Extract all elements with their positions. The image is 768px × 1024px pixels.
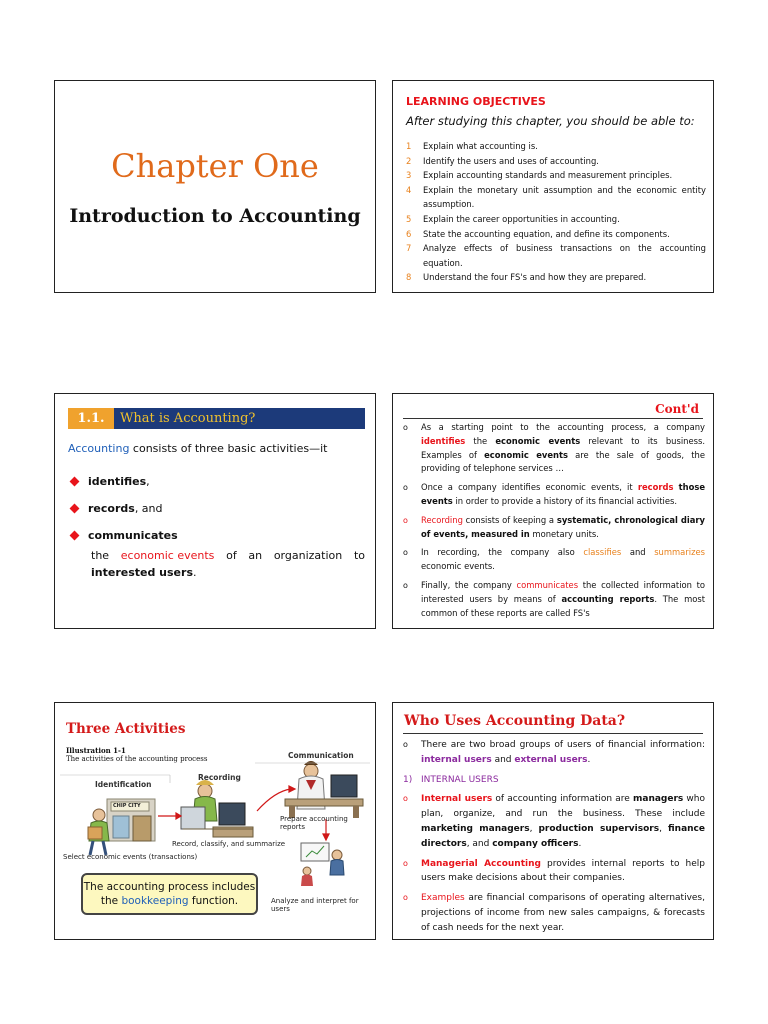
list-item: identifies , (68, 468, 178, 495)
section-number: 1.1. (68, 408, 114, 429)
subheading-internal-users: 1) INTERNAL USERS (403, 774, 499, 785)
slide-title: Three Activities (66, 721, 186, 737)
slide-who-uses-data (392, 702, 714, 940)
list-item: records , and (68, 495, 178, 522)
select-events-label: Select economic events (transactions) (63, 853, 198, 861)
slide-chapter-title (54, 80, 376, 293)
accounting-definition: Accounting consists of three basic activities—it (68, 442, 328, 455)
person-with-box-icon (88, 809, 109, 855)
diamond-bullet-icon (70, 504, 80, 514)
chapter-title: Chapter One (111, 147, 319, 185)
slide-three-activities (54, 702, 376, 940)
activities-object-text: the economic events of an organization to interested users. (91, 549, 365, 579)
list-item: o Once a company identifies economic events, it records those events in order to provide a history of its financial activities. (403, 482, 705, 506)
contd-label: Cont'd (655, 402, 699, 416)
section-title: What is Accounting? (120, 411, 256, 426)
slide-title: Who Uses Accounting Data? (404, 713, 626, 729)
divider (403, 733, 703, 734)
list-item: o Finally, the company communicates the collected information to interested users by means of accounting reports. The most common of these reports are called FS's (403, 579, 706, 618)
person-at-computer-icon (181, 780, 253, 837)
objectives-list (406, 139, 706, 285)
objectives-intro: After studying this chapter, you should be able to: (406, 114, 695, 128)
divider (403, 418, 703, 419)
list-item: o Internal users of accounting information are managers who plan, organize, and run the business. These include marketing managers, production supervisors, finance directors, and company officers. (403, 794, 706, 849)
list-item: o Recording consists of keeping a systematic, chronological diary of events, measured in monetary units. (403, 514, 705, 539)
objective-item: 3 Explain accounting standards and measurement principles. (406, 170, 673, 181)
section-title-bar (68, 408, 365, 429)
record-classify-label: Record, classify, and summarize (172, 840, 286, 848)
objective-item: 8 Understand the four FS's and how they are prepared. (406, 272, 647, 283)
list-item: o Examples are financial comparisons of operating alternatives, projections of income from new sales campaigns, & forecasts of cash needs for the next year. (403, 893, 705, 933)
communication-label: Communication (288, 751, 354, 760)
slide-contd-process (392, 393, 714, 629)
prepare-reports-label: Prepare accounting reports (280, 815, 348, 831)
objective-item: 1 Explain what accounting is. (406, 141, 538, 151)
slide-learning-objectives (392, 80, 714, 293)
list-item: o In recording, the company also classifies and summarizes economic events. (403, 547, 705, 572)
objective-item: 4 Explain the monetary unit assumption and the economic entity assumption. (406, 184, 706, 210)
illustration-caption: Illustration 1-1 The activities of the accounting process (66, 746, 208, 763)
analyze-label: Analyze and interpret for users (271, 897, 359, 913)
slide-what-is-accounting (54, 393, 376, 629)
objective-item: 2 Identify the users and uses of accounting. (406, 155, 599, 166)
list-item: communicates (68, 522, 178, 549)
presentation-icon (301, 843, 344, 886)
objectives-heading: LEARNING OBJECTIVES (406, 95, 546, 108)
objective-item: 7 Analyze effects of business transactions on the accounting equation. (406, 243, 706, 268)
list-item: o There are two broad groups of users of financial information: internal users and external users. (403, 740, 705, 765)
bookkeeping-callout: The accounting process includes the bookkeeping function. (81, 873, 258, 915)
identification-label: Identification (95, 780, 152, 789)
list-item: o Managerial Accounting provides internal reports to help users make decisions about their companies. (403, 858, 705, 884)
list-item: o As a starting point to the accounting process, a company identifies the economic events relevant to its business. Examples of economic events are the sale of goods, the providing of telephone services … (403, 422, 705, 474)
process-list (403, 421, 705, 625)
person-with-monitor-icon (285, 761, 363, 818)
diamond-bullet-icon (70, 477, 80, 487)
recording-label: Recording (198, 773, 241, 782)
chapter-subtitle: Introduction to Accounting (69, 205, 361, 227)
activities-list (68, 468, 178, 549)
objective-item: 5 Explain the career opportunities in accounting. (406, 213, 620, 224)
users-list (403, 738, 705, 940)
diamond-bullet-icon (70, 531, 80, 541)
objective-item: 6 State the accounting equation, and define its components. (406, 228, 670, 239)
store-sign: CHIP CITY (113, 803, 141, 809)
